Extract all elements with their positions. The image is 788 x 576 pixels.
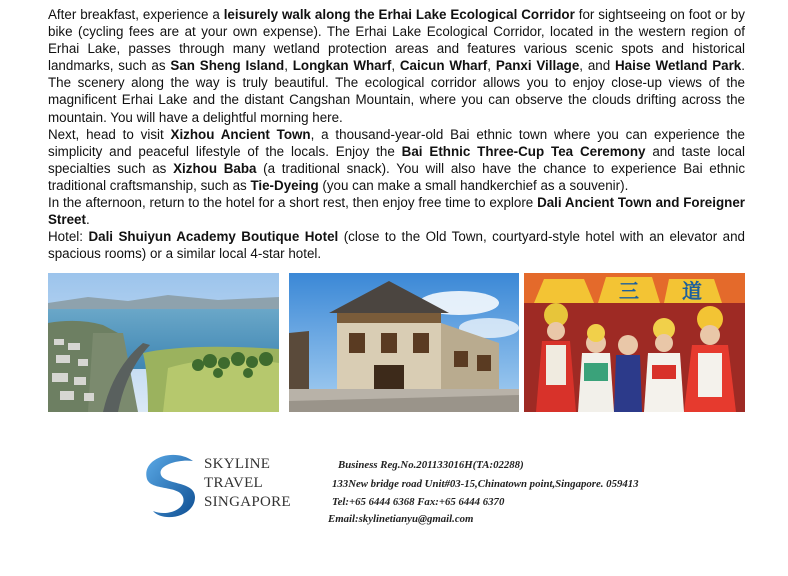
body-text: (you can make a small handkerchief as a souvenir). (318, 177, 629, 193)
highlight-place: Tie-Dyeing (250, 177, 319, 193)
xizhou-ancient-building-photo (289, 273, 519, 412)
body-text: , a thousand-year-old Bai ethnic town where you can experience the simplicity and peaceful lifestyle of the locals. Enjoy the (48, 126, 745, 159)
bai-ethnic-performers-photo (524, 273, 745, 412)
body-text: (a traditional snack). You will also have the chance to experience Bai ethnic traditional craftsmanship, such as (48, 160, 746, 193)
body-text: Hotel: (48, 229, 89, 245)
highlight-place: Dali Shuiyun Academy Boutique Hotel (88, 229, 339, 245)
highlight-place: Dali Ancient Town and Foreigner Street (48, 195, 745, 228)
body-text: Next, head to visit (48, 126, 171, 142)
phone-fax: Tel:+65 6444 6368 Fax:+65 6444 6370 (332, 496, 505, 508)
itinerary-text (48, 6, 745, 262)
paragraph-afternoon (48, 194, 745, 228)
body-text: , and (579, 58, 615, 74)
logo-line-travel: TRAVEL (204, 475, 264, 491)
sign-char-2: 道 (682, 279, 702, 303)
paragraph-erhai-corridor (48, 6, 745, 126)
body-text: . The scenery along the way is truly beautiful. The ecological corridor allows you to enjoy close-up views of the magnificent Erhai Lake and the distant Cangshan Mountain, where you can observe the clouds drifting across the mountain. You will have a delightful morning here. (48, 58, 745, 125)
sign-char-1: 三 (619, 279, 639, 303)
paragraph-hotel (48, 228, 745, 262)
highlight-place: leisurely walk along the Erhai Lake Ecological Corridor (223, 7, 575, 22)
body-text: (close to the Old Town, courtyard-style hotel with an elevator and spacious rooms) or a similar local 4-star hotel. (48, 229, 746, 262)
body-text: In the afternoon, return to the hotel for a short rest, then enjoy free time to explore (48, 195, 538, 211)
highlight-place: San Sheng Island (170, 58, 285, 74)
body-text: After breakfast, experience a (48, 7, 224, 22)
highlight-place: Bai Ethnic Three-Cup Tea Ceremony (401, 143, 646, 159)
company-email: Email:skylinetianyu@gmail.com (328, 513, 474, 525)
highlight-place: Panxi Village (495, 58, 580, 74)
company-name (204, 455, 291, 512)
body-text: for sightseeing on foot or by bike (cycling fees are at your own expense). The Erhai Lake Ecological Corridor, located in the western region of Erhai Lake, passes through many wetland protection areas and features various scenic spots and historical landmarks, such as (48, 7, 745, 74)
erhai-lake-corridor-photo (48, 273, 279, 412)
company-address: 133New bridge road Unit#03-15,Chinatown point,Singapore. 059413 (332, 478, 639, 490)
highlight-place: Haise Wetland Park (615, 58, 742, 74)
body-text: , (391, 58, 400, 74)
paragraph-xizhou-town (48, 126, 745, 194)
highlight-place: Xizhou Baba (173, 160, 257, 176)
highlight-place: Longkan Wharf (292, 58, 392, 74)
logo-line-skyline: SKYLINE (204, 456, 271, 472)
skyline-logo-icon (133, 451, 205, 523)
body-text: , (487, 58, 496, 74)
highlight-place: Caicun Wharf (399, 58, 488, 74)
highlight-place: Xizhou Ancient Town (170, 126, 311, 142)
photo-strip (48, 273, 745, 412)
body-text: . (85, 212, 90, 228)
business-reg: Business Reg.No.201133016H(TA:02288) (338, 459, 524, 471)
body-text: and taste local specialties such as (48, 143, 745, 176)
body-text: , (284, 58, 293, 74)
logo-line-singapore: SINGAPORE (204, 494, 291, 510)
